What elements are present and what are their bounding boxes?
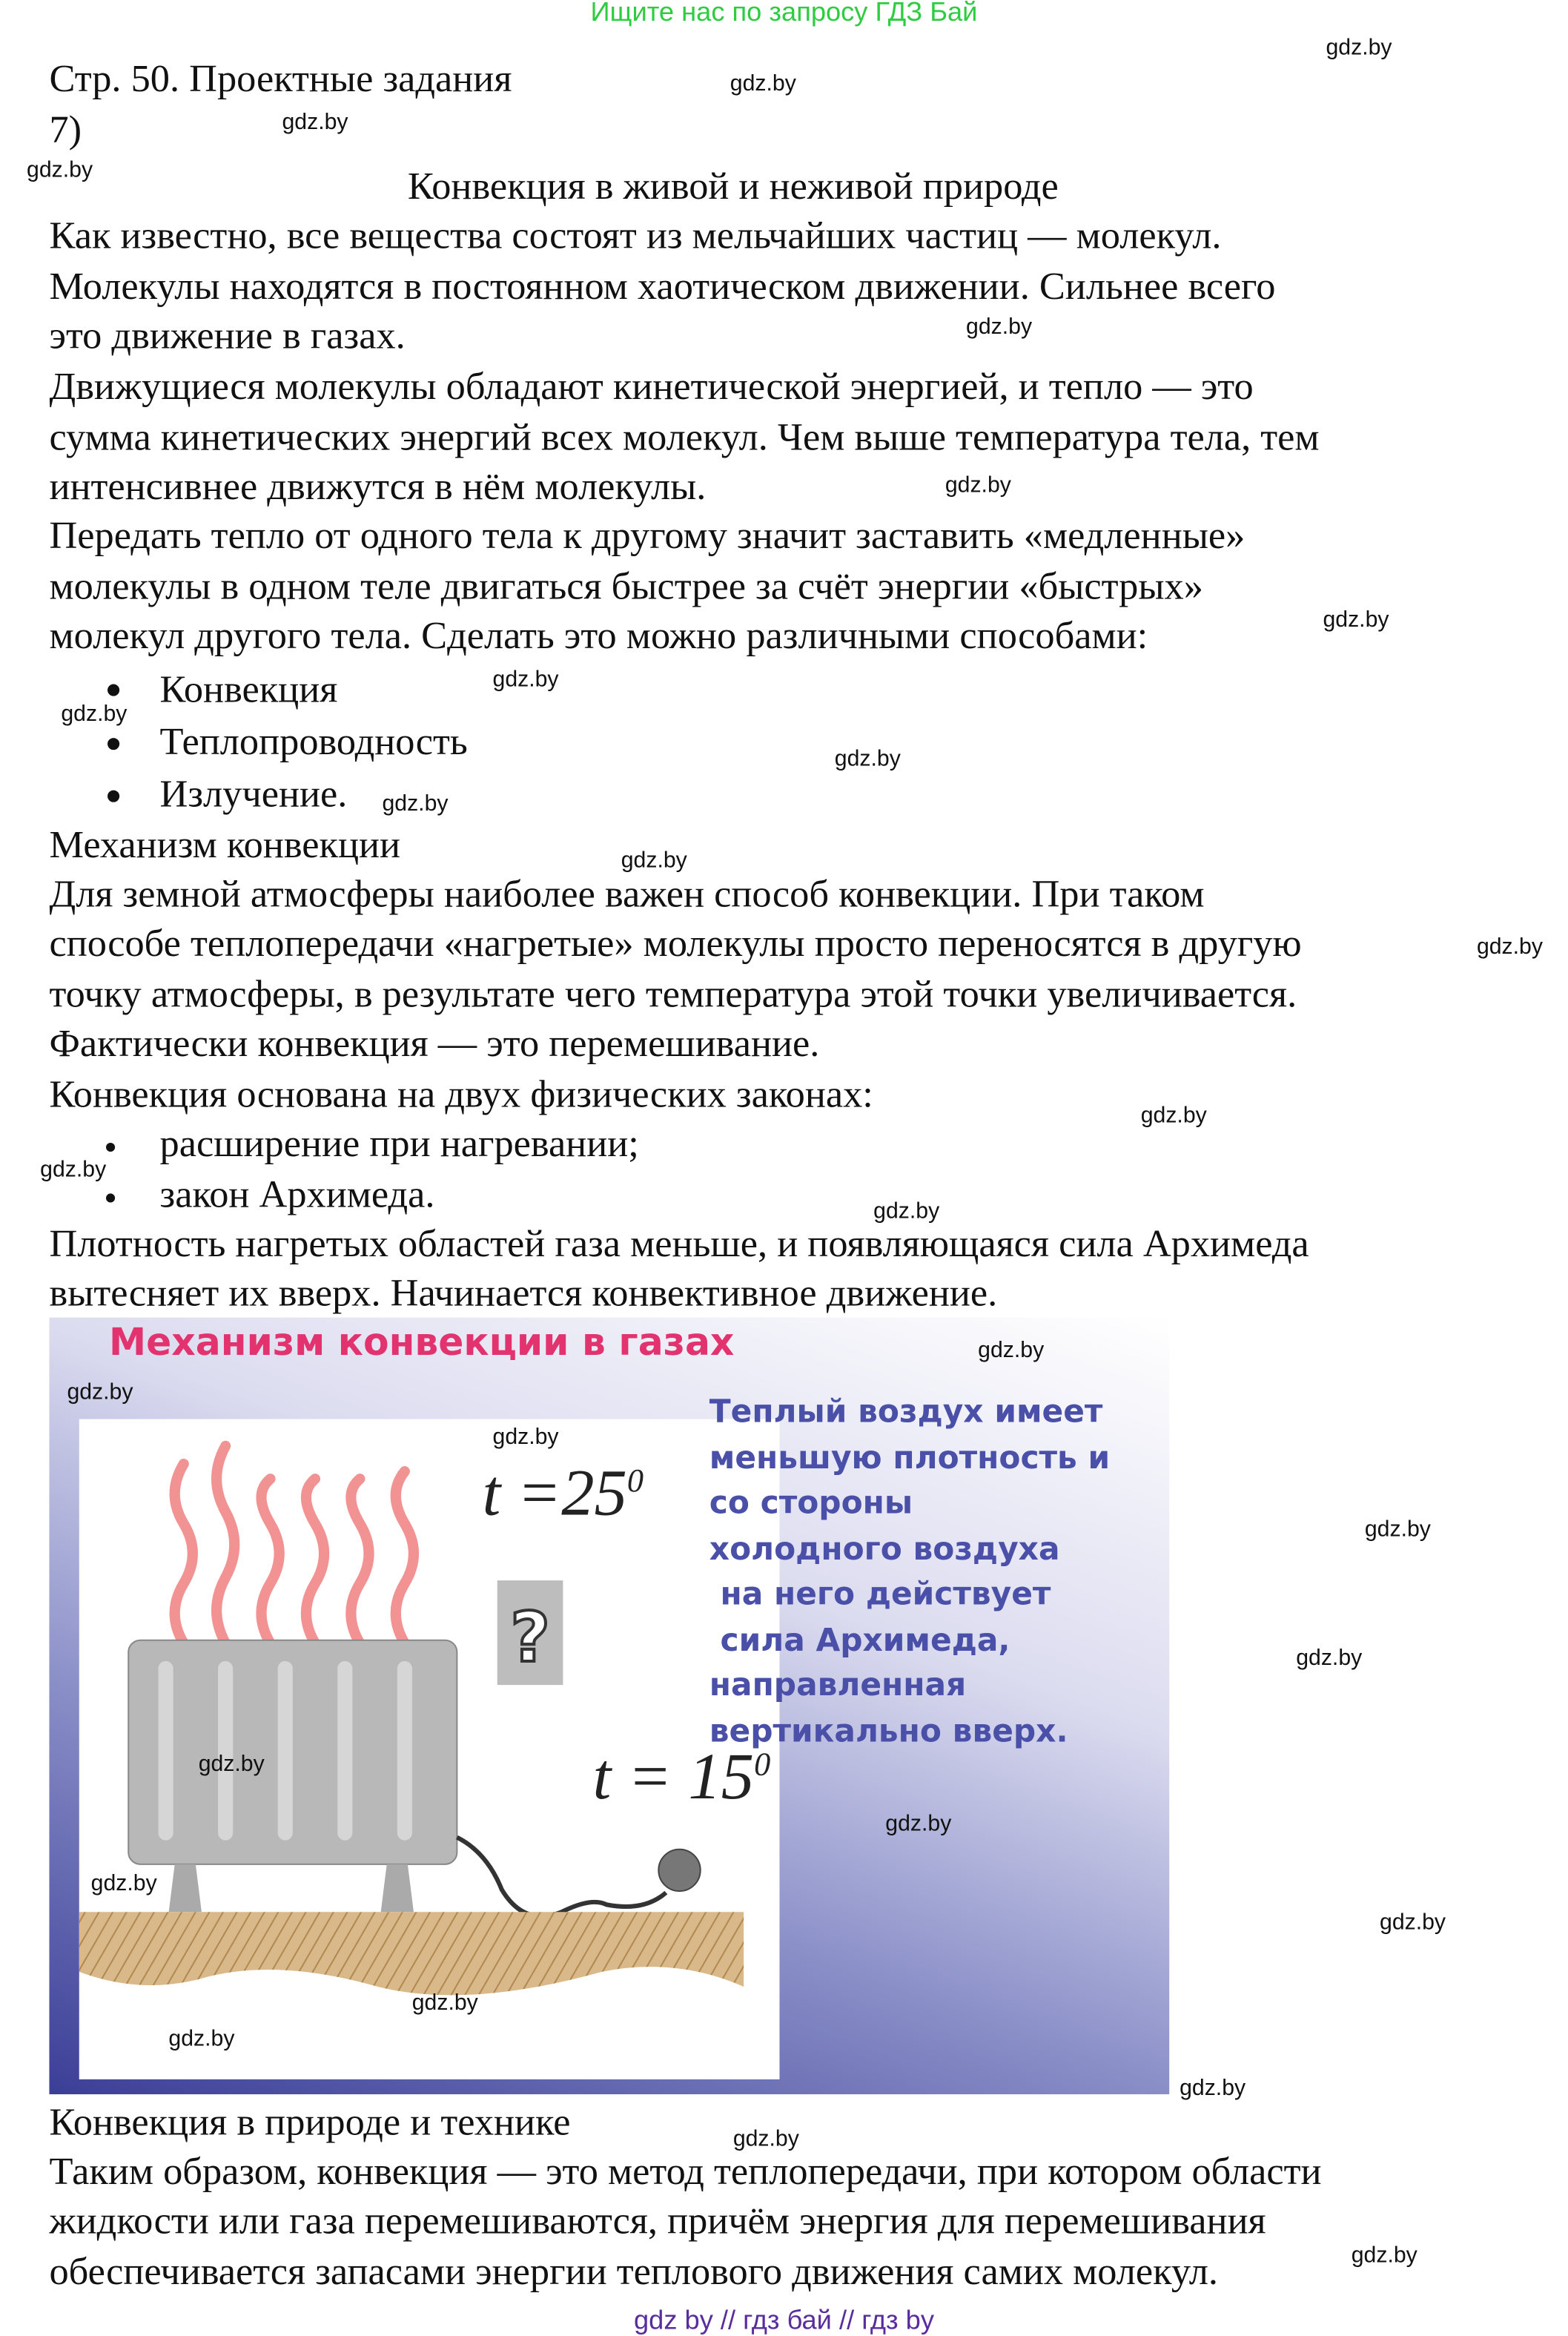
watermark: gdz.by	[885, 1811, 952, 1837]
watermark: gdz.by	[492, 667, 559, 693]
watermark: gdz.by	[966, 314, 1033, 340]
paragraph-line: Для земной атмосферы наиболее важен способ конвекции. При таком	[49, 872, 1205, 916]
watermark: gdz.by	[1364, 1517, 1431, 1543]
watermark: gdz.by	[730, 70, 796, 96]
paragraph-line: Таким образом, конвекция — это метод теплопередачи, при котором области	[49, 2149, 1322, 2193]
watermark: gdz.by	[945, 472, 1011, 498]
watermark: gdz.by	[1476, 934, 1543, 960]
watermark: gdz.by	[40, 1157, 107, 1183]
paragraph-line: обеспечивается запасами энергии теплового движения самих молекул.	[49, 2249, 1218, 2293]
watermark: gdz.by	[1296, 1645, 1363, 1671]
bullet-icon	[107, 684, 119, 696]
watermark: gdz.by	[492, 1424, 559, 1450]
watermark: gdz.by	[621, 848, 687, 874]
bullet-icon	[106, 1193, 115, 1202]
paragraph-line: способе теплопередачи «нагретые» молекулы просто переносятся в другую	[49, 921, 1302, 966]
watermark: gdz.by	[27, 157, 93, 183]
watermark: gdz.by	[61, 701, 128, 727]
section-heading: Механизм конвекции	[49, 822, 401, 867]
watermark: gdz.by	[732, 2126, 799, 2152]
paragraph-line: Конвекция основана на двух физических законах:	[49, 1072, 873, 1116]
paragraph-line: вытесняет их вверх. Начинается конвективное движение.	[49, 1271, 998, 1315]
bullet-icon	[107, 738, 119, 750]
paragraph-line: молекулы в одном теле двигаться быстрее за счёт энергии «быстрых»	[49, 564, 1203, 608]
convection-figure	[49, 1318, 1169, 2094]
method-item: Конвекция	[159, 667, 338, 711]
paragraph-line: это движение в газах.	[49, 314, 406, 357]
watermark: gdz.by	[1380, 1910, 1446, 1936]
law-item: закон Архимеда.	[159, 1172, 435, 1216]
paragraph-line: жидкости или газа перемешиваются, причём энергия для перемешивания	[49, 2199, 1266, 2243]
figure-caption: Теплый воздух имеет меньшую плотность и со стороны холодного воздуха на него действует сила Архимеда, направленная вертикально вверх.	[709, 1393, 1111, 1749]
watermark: gdz.by	[168, 2026, 235, 2052]
question-mark: ?	[510, 1597, 550, 1677]
watermark: gdz.by	[978, 1337, 1045, 1364]
paragraph-line: Молекулы находятся в постоянном хаотическом движении. Сильнее всего	[49, 264, 1276, 308]
paragraph-line: молекул другого тела. Сделать это можно различными способами:	[49, 613, 1148, 658]
temperature-cold: $t = 15^0$	[592, 1740, 771, 1814]
figure-title: Механизм конвекции в газах	[109, 1320, 735, 1365]
watermark: gdz.by	[67, 1379, 133, 1405]
paragraph-line: интенсивнее движутся в нём молекулы.	[49, 464, 707, 508]
watermark: gdz.by	[282, 110, 348, 136]
search-banner[interactable]: Ищите нас по запросу ГДЗ Бай	[590, 0, 978, 27]
watermark: gdz.by	[90, 1870, 157, 1897]
watermark: gdz.by	[411, 1990, 478, 2016]
paragraph-line: Фактически конвекция — это перемешивание.	[49, 1021, 820, 1066]
watermark: gdz.by	[873, 1198, 940, 1224]
bullet-icon	[107, 791, 119, 802]
task-number: 7)	[49, 108, 82, 151]
paragraph-line: Передать тепло от одного тела к другому значит заставить «медленные»	[49, 513, 1246, 558]
bullet-icon	[106, 1143, 115, 1152]
method-item: Теплопроводность	[159, 719, 468, 764]
watermark: gdz.by	[1351, 2243, 1418, 2269]
temperature-hot: $t =25^0$	[482, 1456, 644, 1530]
law-item: расширение при нагревании;	[159, 1121, 639, 1166]
paragraph-line: Как известно, все вещества состоят из мельчайших частиц — молекул.	[49, 214, 1222, 257]
page-title: Стр. 50. Проектные задания	[49, 56, 512, 100]
paragraph-line: Движущиеся молекулы обладают кинетической энергией, и тепло — это	[49, 364, 1254, 408]
watermark: gdz.by	[834, 746, 901, 772]
watermark: gdz.by	[1326, 35, 1392, 61]
footer-links[interactable]: gdz by // гдз бай // гдз by	[634, 2305, 934, 2335]
floor	[79, 1912, 744, 1995]
paragraph-line: сумма кинетических энергий всех молекул. Чем выше температура тела, тем	[49, 415, 1320, 459]
watermark: gdz.by	[198, 1751, 265, 1778]
watermark: gdz.by	[1140, 1103, 1207, 1129]
section-heading: Конвекция в природе и технике	[49, 2100, 571, 2144]
method-item: Излучение.	[159, 772, 348, 816]
watermark: gdz.by	[382, 791, 449, 816]
paragraph-line: Плотность нагретых областей газа меньше, и появляющаяся сила Архимеда	[49, 1221, 1309, 1266]
paragraph-line: точку атмосферы, в результате чего температура этой точки увеличивается.	[49, 972, 1297, 1016]
watermark: gdz.by	[1323, 607, 1389, 633]
article-title: Конвекция в живой и неживой природе	[407, 164, 1059, 208]
watermark: gdz.by	[1180, 2075, 1246, 2102]
